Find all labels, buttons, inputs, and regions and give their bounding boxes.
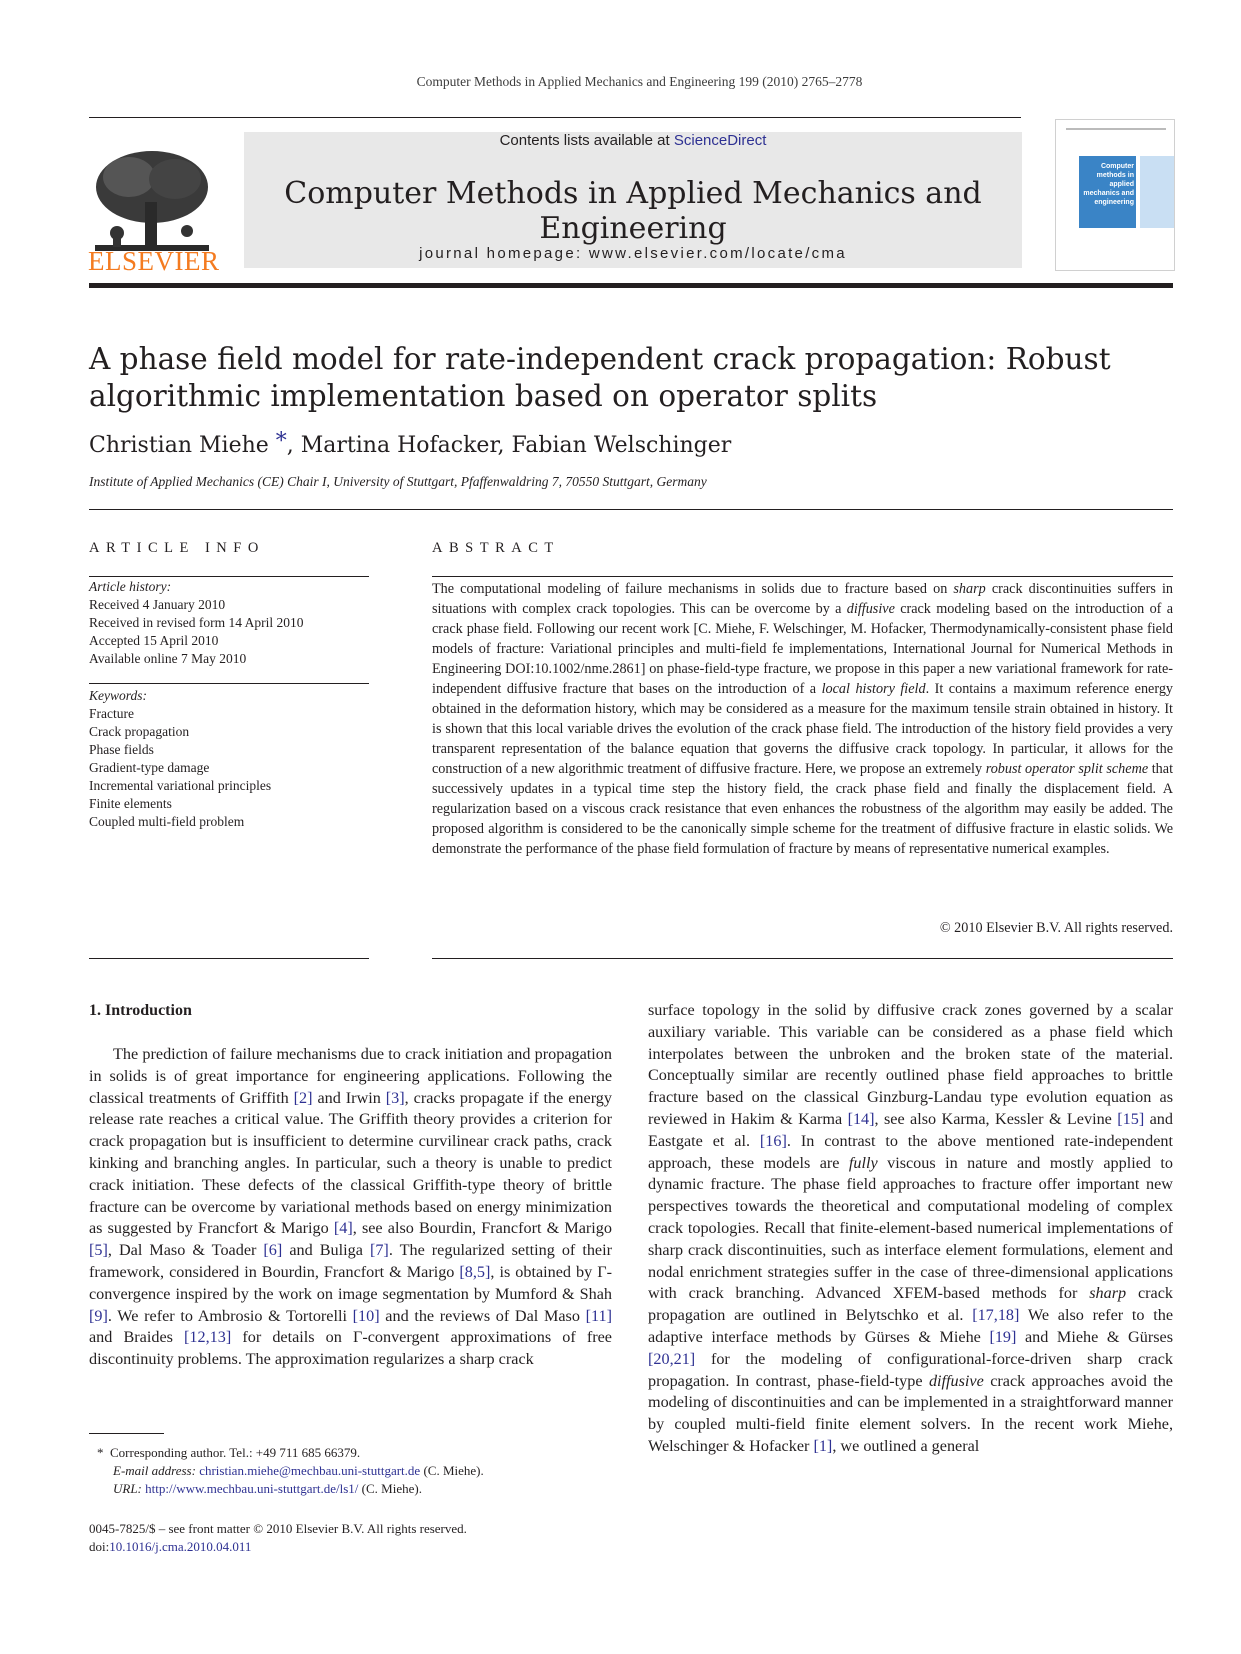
history-label: Article history: — [89, 579, 172, 594]
abstract-text: The computational modeling of failure mechanisms in solids due to fracture based on sharp crack discontinuities suffers in situations with complex crack topologies. This can be overcome by a diffusive crack modeling based on the introduction of a crack phase field. Following our recent work [C. Miehe, F. Welschinger, M. Hofacker, Thermodynamically-consistent phase field models of fracture: Variational principles and multi-field fe implementations, International Journal for Numerical Methods in Engineering DOI:10.1002/nme.2861] on phase-field-type fracture, we propose in this paper a new variational framework for rate-independent diffusive fracture that bases on the introduction of a local history field. It contains a maximum reference energy obtained in the deformation history, which may be considered as a measure for the maximum tensile strain obtained in history. It is shown that this local variable drives the evolution of the crack phase field. The introduction of the history field provides a very transparent representation of the balance equation that governs the diffusive crack topology. In particular, it allows for the construction of a new algorithmic treatment of diffusive fracture. Here, we propose an extremely robust operator split scheme that successively updates in a typical time step the history field, the crack phase field and finally the displacement field. A regularization based on a viscous crack resistance that even enhances the robustness of the algorithm may easily be added. The proposed algorithm is considered to be the canonically simple scheme for the treatment of diffusive fracture in elastic solids. We demonstrate the performance of the phase field formulation of fracture by means of representative numerical examples. — [432, 581, 1174, 857]
received-date: Received 4 January 2010 — [89, 597, 226, 612]
intro-right-column: surface topology in the solid by diffusive crack zones governed by a scalar auxiliary variable. This variable can be considered as a phase field which interpolates between the unbroken and the broken state of the material. Conceptually similar are recently outlined phase field approaches to brittle fracture based on the classical Ginzburg-Landau type evolution equation as reviewed in Hakim & Karma [14], see also Karma, Kessler & Levine [15] and Eastgate et al. [16]. In contrast to the above mentioned rate-independent approach, these models are fully viscous in nature and mostly applied to dynamic fracture. The phase field approaches to fracture offer important new perspectives towards the theoretical and computational modeling of complex crack topologies. Recall that finite-element-based numerical implementations of sharp crack discontinuities, such as interface element formulations, element and nodal enrichment strategies suffer in the case of three-dimensional applications with crack branching. Advanced XFEM-based methods for sharp crack propagation are outlined in Belytschko et al. [17,18] We also refer to the adaptive interface methods by Gürses & Miehe [19] and Miehe & Gürses [20,21] for the modeling of configurational-force-driven sharp crack propagation. In contrast, phase-field-type diffusive crack approaches avoid the modeling of discontinuities and can be implemented in a straightforward manner by coupled multi-field finite element solvers. In the recent work Miehe, Welschinger & Hofacker [1], we outlined a general — [648, 1001, 1174, 1455]
url-note: URL: http://www.mechbau.uni-stuttgart.de/ls1/ (C. Miehe). — [113, 1481, 422, 1496]
contents-line: Contents lists available at ScienceDirect — [499, 132, 767, 149]
author-list — [89, 429, 732, 458]
citation-link[interactable]: [16] — [759, 1131, 787, 1150]
cover-light-panel — [1140, 156, 1174, 228]
keyword: Gradient-type damage — [89, 760, 210, 775]
citation-link[interactable]: [9] — [89, 1306, 108, 1325]
keyword: Finite elements — [89, 796, 172, 811]
revised-date: Received in revised form 14 April 2010 — [89, 615, 304, 630]
keywords-label: Keywords: — [89, 688, 147, 703]
journal-banner — [244, 132, 1022, 268]
citation-link[interactable]: [19] — [989, 1327, 1017, 1346]
citation-link[interactable]: [5] — [89, 1241, 108, 1260]
email-link[interactable]: christian.miehe@mechbau.uni-stuttgart.de — [199, 1463, 421, 1478]
citation-link[interactable]: [2] — [293, 1088, 313, 1107]
header-thick-rule — [89, 283, 1173, 288]
homepage-url-link[interactable]: http://www.mechbau.uni-stuttgart.de/ls1/ — [145, 1481, 359, 1496]
info-rule — [89, 683, 369, 684]
sciencedirect-link[interactable]: ScienceDirect — [673, 132, 767, 149]
header-rule — [89, 117, 1021, 118]
cover-title: Computer methods in applied mechanics and engineering — [1083, 163, 1134, 206]
abstract-rule — [432, 576, 1173, 577]
citation-link[interactable]: [11] — [585, 1306, 612, 1325]
abstract-copyright: © 2010 Elsevier B.V. All rights reserved. — [939, 920, 1173, 936]
footnote — [89, 1444, 484, 1498]
abstract-heading: ABSTRACT — [432, 540, 560, 556]
issn-line: 0045-7825/$ – see front matter © 2010 Elsevier B.V. All rights reserved. — [89, 1521, 467, 1536]
keyword: Incremental variational principles — [89, 778, 272, 793]
citation-link[interactable]: [15] — [1117, 1109, 1145, 1128]
accepted-date: Accepted 15 April 2010 — [89, 633, 219, 648]
intro-left-column: The prediction of failure mechanisms due to crack initiation and propagation in solids is of great importance for engineering applications. Following the classical treatments of Griffith [2] and Irwin [3], cracks propagate if the energy release rate reaches a critical value. The Griffith theory provides a criterion for crack propagation but is insufficient to determine curvilinear crack paths, crack kinking and branching angles. In particular, such a theory is unable to predict crack initiation. These defects of the classical Griffith-type theory of brittle fracture can be overcome by variational methods based on energy minimization as suggested by Francfort & Marigo [4], see also Bourdin, Francfort & Marigo [5], Dal Maso & Toader [6] and Buliga [7]. The regularized setting of their framework, considered in Bourdin, Francfort & Marigo [8,5], is obtained by Γ-convergence inspired by the work on image segmentation by Mumford & Shah [9]. We refer to Ambrosio & Tortorelli [10] and the reviews of Dal Maso [11] and Braides [12,13] for details on Γ-convergent approximations of free discontinuity problems. The approximation regularizes a sharp crack — [89, 1045, 612, 1369]
citation-link[interactable]: [4] — [333, 1219, 353, 1238]
corresponding-author-marker[interactable]: * — [275, 429, 287, 454]
footnote-rule — [89, 1433, 164, 1434]
doi-link[interactable]: 10.1016/j.cma.2010.04.011 — [109, 1539, 252, 1554]
abstract-bottom-rule — [432, 958, 1173, 959]
article-info-heading: ARTICLE INFO — [89, 540, 265, 556]
running-head: Computer Methods in Applied Mechanics and Engineering 199 (2010) 2765–2778 — [416, 74, 863, 89]
journal-homepage[interactable]: journal homepage: www.elsevier.com/locate/cma — [419, 245, 847, 262]
corresponding-author-note: * Corresponding author. Tel.: +49 711 685 66379. — [97, 1445, 361, 1460]
citation-link[interactable]: [14] — [847, 1109, 875, 1128]
journal-name: Computer Methods in Applied Mechanics and Engineering — [284, 176, 982, 246]
front-matter — [89, 1520, 467, 1556]
email-note: E-mail address: christian.miehe@mechbau.uni-stuttgart.de (C. Miehe). — [113, 1463, 484, 1478]
keywords — [89, 687, 271, 831]
cover-header-line — [1066, 128, 1166, 130]
citation-link[interactable]: [17,18] — [972, 1306, 1020, 1325]
citation-link[interactable]: [8,5] — [459, 1262, 491, 1281]
citation-link[interactable]: [20,21] — [648, 1349, 696, 1368]
affiliation-rule — [89, 509, 1173, 510]
section-heading-introduction: 1. Introduction — [89, 1002, 192, 1019]
article-title: A phase field model for rate-independent crack propagation: Robust algorithmic implementation based on operator splits — [89, 342, 1111, 413]
doi-line: doi:10.1016/j.cma.2010.04.011 — [89, 1539, 252, 1554]
keyword: Phase fields — [89, 742, 154, 757]
citation-link[interactable]: [3] — [385, 1088, 405, 1107]
article-history — [89, 578, 303, 668]
citation-link[interactable]: [10] — [352, 1306, 380, 1325]
author-1: Christian Miehe — [89, 433, 269, 458]
citation-link[interactable]: [6] — [263, 1241, 283, 1260]
citation-link[interactable]: [7] — [369, 1241, 389, 1260]
journal-cover-thumbnail — [1055, 119, 1175, 271]
info-bottom-rule — [89, 958, 369, 959]
citation-link[interactable]: [12,13] — [184, 1328, 232, 1347]
citation-link[interactable]: [1] — [813, 1436, 833, 1455]
other-authors: , Martina Hofacker, Fabian Welschinger — [286, 433, 732, 458]
affiliation: Institute of Applied Mechanics (CE) Chair I, University of Stuttgart, Pfaffenwaldring 7, 70550 Stuttgart, Germany — [89, 474, 707, 489]
online-date: Available online 7 May 2010 — [89, 651, 247, 666]
keyword: Fracture — [89, 706, 134, 721]
keyword: Crack propagation — [89, 724, 190, 739]
keyword: Coupled multi-field problem — [89, 814, 245, 829]
info-rule — [89, 576, 369, 577]
elsevier-wordmark: ELSEVIER — [88, 246, 220, 276]
